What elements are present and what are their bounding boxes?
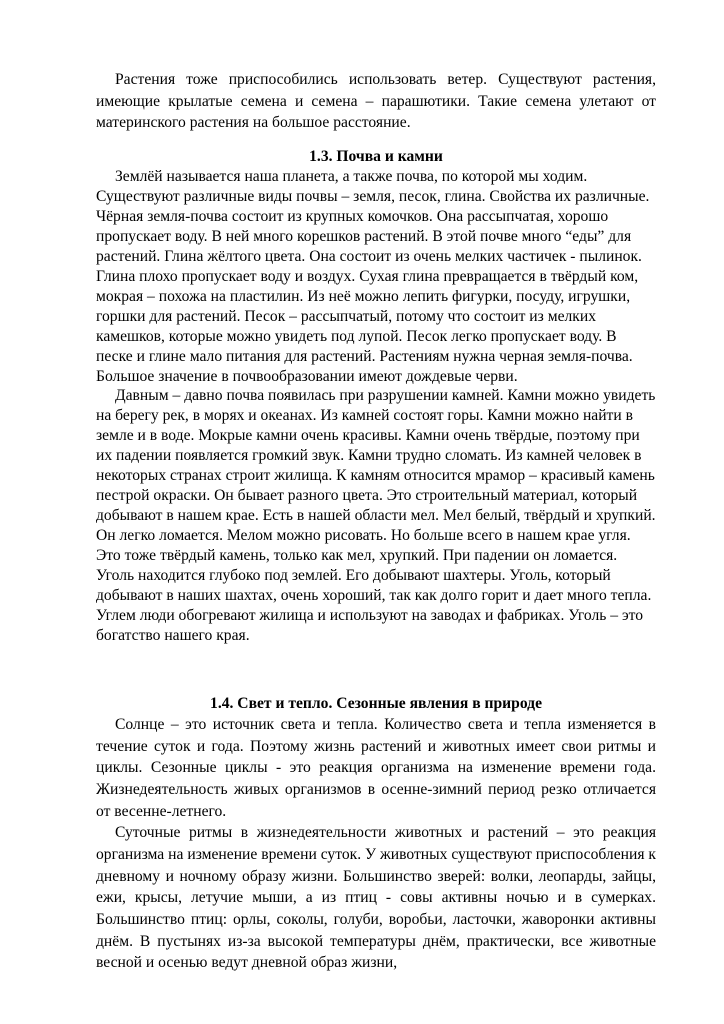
paragraph-daily-rhythms: Суточные ритмы в жизнедеятельности животных и растений – это реакция организма на изменение времени суток. У животных существуют приспособления к дневному и ночному образу жизни. Большинство зверей: волки, леопарды, зайцы, ежи, крысы, летучие мыши, а из птиц - совы активны ночью и в сумерках. Большинство птиц: орлы, соколы, голуби, воробьи, ласточки, жаворонки активны днём. В пустынях из-за высокой температуры днём, практически, все животные весной и осенью ведут дневной образ жизни, — [96, 824, 656, 972]
paragraph-stones: Давным – давно почва появилась при разрушении камней. Камни можно увидеть на берегу рек, в морях и океанах. Из камней состоят горы. Камни можно найти в земле и в воде. Мокрые камни очень красивы. Камни очень твёрдые, поэтому при их падении появляется громкий звук. Камни трудно сломать. Из камней человек в некоторых странах строит жилища. К камням относится мрамор – красивый камень пестрой окраски. Он бывает разного цвета. Это строительный материал, который добывают в нашем крае. Есть в нашей области мел. Мел белый, твёрдый и хрупкий. Он легко ломается. Мелом можно рисовать. Но больше всего в нашем крае угля. Это тоже твёрдый камень, только как мел, хрупкий. При падении он ломается. Уголь находится глубоко под землей. Его добывают шахтеры. Уголь, который добывают в наших шахтах, очень хороший, так как долго горит и дает много тепла. Углем люди обогревают жилища и используют на заводах и фабриках. Уголь – это богатство нашего края. — [96, 387, 656, 644]
intro-paragraph: Растения тоже приспособились использовать ветер. Существуют растения, имеющие крылатые семена и семена – парашютики. Такие семена улетают от материнского растения на большое расстояние. — [96, 71, 656, 131]
section-body-light-and-heat — [96, 714, 656, 974]
section-heading-soil-and-stones: 1.3. Почва и камни — [309, 148, 443, 165]
paragraph-sun: Солнце – это источник света и тепла. Количество света и тепла изменяется в течение суток и года. Поэтому жизнь растений и животных имеет свои ритмы и циклы. Сезонные циклы - это реакция организма на изменение времени года. Жизнедеятельность живых организмов в осенне-зимний период резко отличается от весенне-летнего. — [96, 716, 656, 820]
section-heading-light-and-heat: 1.4. Свет и тепло. Сезонные явления в природе — [210, 695, 542, 712]
intro-text-block — [96, 69, 656, 134]
paragraph-soil: Землёй называется наша планета, а также почва, по которой мы ходим. Существуют различные виды почвы – земля, песок, глина. Свойства их различные. Чёрная земля-почва состоит из крупных комочков. Она рассыпчатая, хорошо пропускает воду. В ней много корешков растений. В этой почве много “еды” для растений. Глина жёлтого цвета. Она состоит из очень мелких частичек - пылинок. Глина плохо пропускает воду и воздух. Сухая глина превращается в твёрдый ком, мокрая – похожа на пластилин. Из неё можно лепить фигурки, посуду, игрушки, горшки для растений. Песок – рассыпчатый, потому что состоит из мелких камешков, которые можно увидеть под лупой. Песок легко пропускает воду. В песке и глине мало питания для растений. Растениям нужна черная земля-почва. Большое значение в почвообразовании имеют дождевые черви. — [96, 168, 650, 385]
section-body-soil-and-stones — [96, 167, 656, 646]
